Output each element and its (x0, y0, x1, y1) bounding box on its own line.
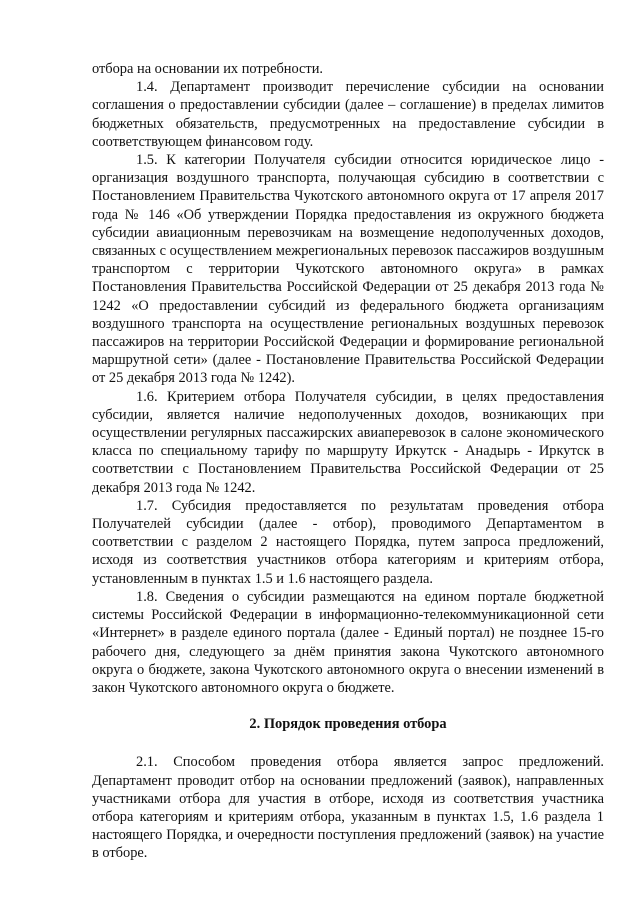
paragraph-1-6: 1.6. Критерием отбора Получателя субсидии, в целях предоставления субсидии, является наличие недополученных доходов, возникающих при осуществлении регулярных пассажирских авиаперевозок в салоне экономического класса по специальному тарифу по маршруту Иркутск - Анадырь - Иркутск в соответствии с Постановлением Правительства Российской Федерации от 25 декабря 2013 года № 1242. (92, 388, 604, 496)
document-page (92, 60, 604, 863)
paragraph-continuation: отбора на основании их потребности. (92, 61, 324, 77)
paragraph-1-4: 1.4. Департамент производит перечисление субсидии на основании соглашения о предоставлении субсидии (далее – соглашение) в пределах лимитов бюджетных обязательств, предусмотренных на предоставление субсидии в соответствующем финансовом году. (92, 79, 604, 150)
paragraph-1-7: 1.7. Субсидия предоставляется по результатам проведения отбора Получателей субсидии (далее - отбор), проводимого Департаментом в соответствии с разделом 2 настоящего Порядка, путем запроса предложений, исходя из соответствия участников отбора категориям и критериям отбора, установленным в пунктах 1.5 и 1.6 настоящего раздела. (92, 497, 604, 587)
paragraph-1-8: 1.8. Сведения о субсидии размещаются на едином портале бюджетной системы Российской Федерации в информационно-телекоммуникационной сети «Интернет» в разделе единого портала (далее - Единый портал) не позднее 15-го рабочего дня, следующего за днём принятия закона Чукотского автономного округа о бюджете, закона Чукотского автономного округа о внесении изменений в закон Чукотского автономного округа о бюджете. (92, 588, 604, 696)
paragraph-1-5: 1.5. К категории Получателя субсидии относится юридическое лицо - организация воздушного транспорта, получающая субсидию в соответствии с Постановлением Правительства Чукотского автономного округа от 17 апреля 2017 года № 146 «Об утверждении Порядка предоставления из окружного бюджета субсидии авиационным перевозчикам на возмещение недополученных доходов, связанных с осуществлением межрегиональных перевозок пассажиров воздушным транспортом с территории Чукотского автономного округа» в рамках Постановления Правительства Российской Федерации от 25 декабря 2013 года № 1242 «О предоставлении субсидий из федерального бюджета организациям воздушного транспорта на осуществление региональных воздушных перевозок пассажиров на территории Российской Федерации и формирование региональной маршрутной сети» (далее - Постановление Правительства Российской Федерации от 25 декабря 2013 года № 1242). (92, 152, 604, 387)
section-heading: 2. Порядок проведения отбора (249, 716, 447, 733)
paragraph-2-1: 2.1. Способом проведения отбора является запрос предложений. Департамент проводит отбор на основании предложений (заявок), направленных участниками отбора для участия в отборе, исходя из соответствия участника отбора категориям и критериям отбора, указанным в пунктах 1.5, 1.6 раздела 1 настоящего Порядка, и очередности поступления предложений (заявок) на участие в отборе. (92, 754, 604, 862)
